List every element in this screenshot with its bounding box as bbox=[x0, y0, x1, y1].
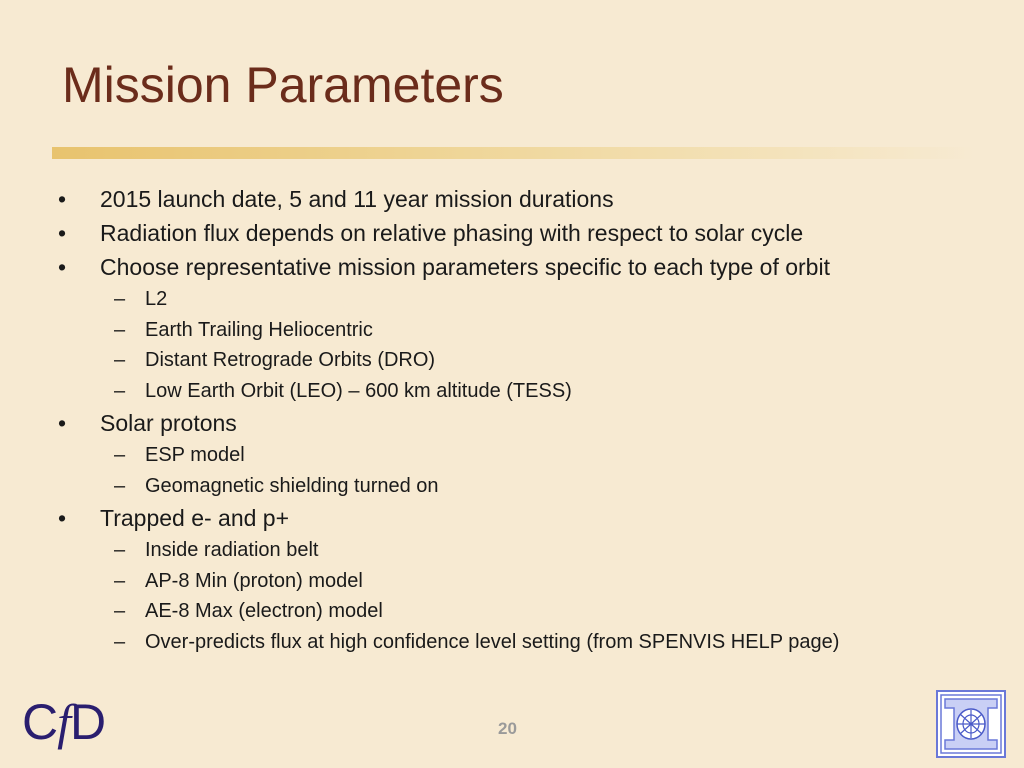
sub-bullet-item bbox=[58, 566, 988, 597]
logo-c: C bbox=[22, 694, 58, 750]
sub-bullet-text: Earth Trailing Heliocentric bbox=[145, 318, 373, 341]
bullet-text: 2015 launch date, 5 and 11 year mission durations bbox=[100, 186, 614, 212]
sub-bullet-item bbox=[58, 596, 988, 627]
sub-bullet-item bbox=[58, 471, 988, 502]
dash-icon: – bbox=[114, 318, 126, 341]
bullet-text: Solar protons bbox=[100, 410, 237, 436]
institution-emblem-icon bbox=[936, 690, 1006, 758]
sub-bullet-text: AP-8 Min (proton) model bbox=[145, 569, 363, 592]
bullet-item bbox=[58, 250, 988, 284]
bullet-item bbox=[58, 182, 988, 216]
bullet-icon: • bbox=[58, 254, 67, 280]
sub-bullet-text: ESP model bbox=[145, 444, 245, 466]
title-divider bbox=[52, 147, 976, 159]
sub-bullet-text: Distant Retrograde Orbits (DRO) bbox=[145, 349, 436, 371]
bullet-item bbox=[58, 216, 988, 250]
page-number: 20 bbox=[498, 719, 517, 738]
sub-bullet-item bbox=[58, 345, 988, 376]
slide-title: Mission Parameters bbox=[62, 57, 504, 113]
sub-bullet-item bbox=[58, 376, 988, 407]
dash-icon: – bbox=[114, 379, 126, 402]
logo-d: D bbox=[70, 694, 106, 750]
bullet-item bbox=[58, 501, 988, 535]
sub-bullet-text: L2 bbox=[145, 288, 168, 310]
bullet-text: Trapped e- and p+ bbox=[100, 505, 290, 531]
sub-bullet-text: Inside radiation belt bbox=[145, 539, 319, 561]
sub-bullet-text: AE-8 Max (electron) model bbox=[145, 600, 383, 622]
logo-f: f bbox=[57, 694, 71, 750]
bullet-icon: • bbox=[58, 505, 67, 531]
bullet-item bbox=[58, 406, 988, 440]
sub-bullet-item bbox=[58, 535, 988, 566]
dash-icon: – bbox=[114, 288, 126, 310]
bullet-list bbox=[58, 182, 988, 657]
bullet-icon: • bbox=[58, 186, 67, 212]
bullet-icon: • bbox=[58, 410, 67, 436]
sub-bullet-item bbox=[58, 627, 988, 658]
dash-icon: – bbox=[114, 474, 126, 497]
dash-icon: – bbox=[114, 630, 126, 653]
sub-bullet-item bbox=[58, 315, 988, 346]
cfd-logo bbox=[22, 694, 106, 750]
bullet-icon: • bbox=[58, 220, 67, 246]
sub-bullet-text: Over-predicts flux at high confidence level setting (from SPENVIS HELP page) bbox=[145, 630, 840, 653]
dash-icon: – bbox=[114, 444, 126, 466]
dash-icon: – bbox=[114, 600, 126, 622]
sub-bullet-item bbox=[58, 440, 988, 471]
bullet-text: Choose representative mission parameters specific to each type of orbit bbox=[100, 254, 830, 280]
sub-bullet-item bbox=[58, 284, 988, 315]
dash-icon: – bbox=[114, 349, 126, 371]
sub-bullet-text: Geomagnetic shielding turned on bbox=[145, 474, 439, 497]
dash-icon: – bbox=[114, 569, 126, 592]
sub-bullet-text: Low Earth Orbit (LEO) – 600 km altitude (TESS) bbox=[145, 379, 572, 402]
dash-icon: – bbox=[114, 539, 126, 561]
bullet-text: Radiation flux depends on relative phasing with respect to solar cycle bbox=[100, 220, 804, 246]
